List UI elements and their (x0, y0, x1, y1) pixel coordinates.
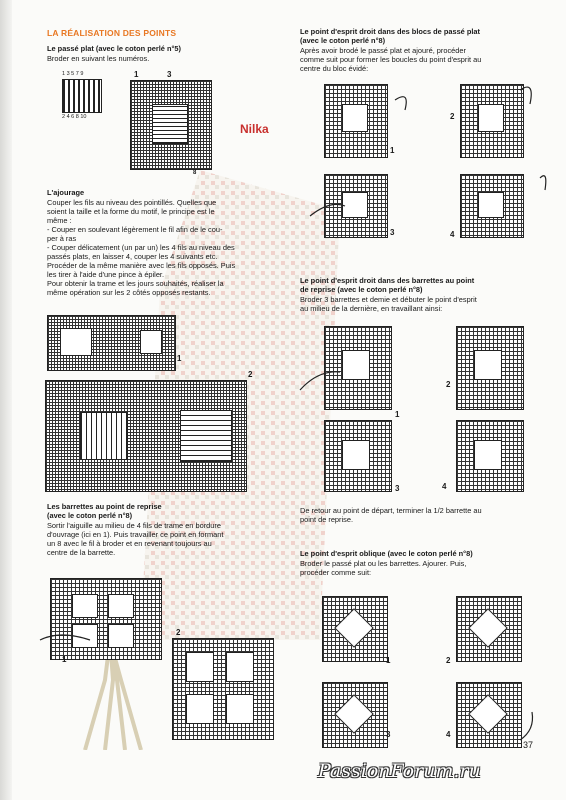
passe-plat-body: Broder en suivant les numéros. (47, 54, 150, 63)
esprit-oblique-fig-4: 4 (446, 730, 451, 739)
barrettes-line-3: centre de la barrette. (47, 548, 116, 557)
page-number: 37 (523, 740, 534, 750)
ajourage-line-1: soient la taille et la forme du motif, le principe est le (47, 207, 215, 216)
esprit-barrettes-line-1: au milieu de la dernière, en travaillant ainsi: (300, 304, 443, 313)
section-title: LA RÉALISATION DES POINTS (47, 28, 177, 38)
esprit-blocs-line-0: Après avoir brodé le passé plat et ajouré, procéder (300, 46, 466, 55)
nilka-watermark: Nilka (240, 122, 269, 136)
esprit-blocs-line-1: comme suit pour former les boucles du point d'esprit au (300, 55, 482, 64)
barrettes-fig-2: 2 (176, 628, 181, 637)
esprit-oblique-line-1: procéder comme suit: (300, 568, 372, 577)
ajourage-line-6: passés plats, en laisser 4, couper les 4 suivants etc. (47, 252, 218, 261)
passe-plat-label-1: 1 (134, 70, 139, 79)
footer-watermark: PassionForum.ru (318, 760, 481, 782)
ajourage-line-2: même : (47, 216, 72, 225)
barrettes-line-2: un 8 avec le fil à broder et en revenant toujours au (47, 539, 212, 548)
esprit-oblique-fig-1: 1 (386, 656, 391, 665)
ajourage-line-10: même opération sur les 2 côtés opposés restants. (47, 288, 211, 297)
ajourage-line-3: - Couper en soulevant légèrement le fil afin de le cou- (47, 225, 223, 234)
barrettes-title-1: Les barrettes au point de reprise (47, 502, 162, 511)
passe-plat-label-3: 3 (167, 70, 172, 79)
esprit-blocs-line-2: centre du bloc évidé: (300, 64, 369, 73)
esprit-barrettes-after-0: De retour au point de départ, terminer la 1/2 barrette au (300, 506, 482, 515)
ajourage-title: L'ajourage (47, 188, 85, 197)
esprit-barrettes-title-2: de reprise (avec le coton perlé n°8) (300, 285, 423, 294)
barrettes-title-2: (avec le coton perlé n°8) (47, 511, 133, 520)
passe-plat-top-numbers: 1 3 5 7 9 (62, 71, 84, 77)
esprit-oblique-fig-3: 3 (386, 730, 391, 739)
esprit-barrettes-title-1: Le point d'esprit droit dans des barrettes au point (300, 276, 475, 285)
ajourage-line-7: Procéder de la même manière avec les fils opposés. Puis (47, 261, 236, 270)
ajourage-line-0: Couper les fils au niveau des pointillés. Quelles que (47, 198, 217, 207)
esprit-blocs-title-1: Le point d'esprit droit dans des blocs de passé plat (300, 27, 480, 36)
barrettes-fig-1: 1 (62, 655, 67, 664)
ajourage-line-9: Pour obtenir la trame et les jours souhaités, réaliser la (47, 279, 224, 288)
ajourage-line-8: les tirer à l'aide d'une pince à épiler. (47, 270, 165, 279)
ajourage-line-5: - Couper délicatement (un par un) les 4 fils au niveau des (47, 243, 235, 252)
esprit-barrettes-fig-3: 3 (395, 484, 400, 493)
esprit-barrettes-fig-2: 2 (446, 380, 451, 389)
ajourage-line-4: per à ras (47, 234, 77, 243)
esprit-blocs-fig-3: 3 (390, 228, 395, 237)
esprit-barrettes-fig-1: 1 (395, 410, 400, 419)
esprit-barrettes-line-0: Broder 3 barrettes et demie et débuter le point d'esprit (300, 295, 477, 304)
esprit-blocs-fig-1: 1 (390, 146, 395, 155)
passe-plat-bottom-numbers: 2 4 6 8 10 (62, 114, 87, 120)
esprit-oblique-fig-2: 2 (446, 656, 451, 665)
ajourage-fig-1: 1 (177, 354, 182, 363)
barrettes-line-0: Sortir l'aiguille au milieu de 4 fils de trame en bordure (47, 521, 221, 530)
esprit-blocs-title-2: (avec le coton perlé n°8) (300, 36, 386, 45)
esprit-oblique-title: Le point d'esprit oblique (avec le coton perlé n°8) (300, 549, 473, 558)
passe-plat-label-8: 8 (193, 170, 197, 176)
barrettes-line-1: d'ouvrage (ici en 1). Puis travailler ce point en formant (47, 530, 224, 539)
esprit-blocs-fig-2: 2 (450, 112, 455, 121)
esprit-blocs-fig-4: 4 (450, 230, 455, 239)
esprit-oblique-line-0: Broder le passé plat ou les barrettes. Ajourer. Puis, (300, 559, 467, 568)
ajourage-fig-2: 2 (248, 370, 253, 379)
esprit-barrettes-after-1: point de reprise. (300, 515, 353, 524)
esprit-barrettes-fig-4: 4 (442, 482, 447, 491)
passe-plat-title: Le passé plat (avec le coton perlé n°5) (47, 44, 181, 53)
